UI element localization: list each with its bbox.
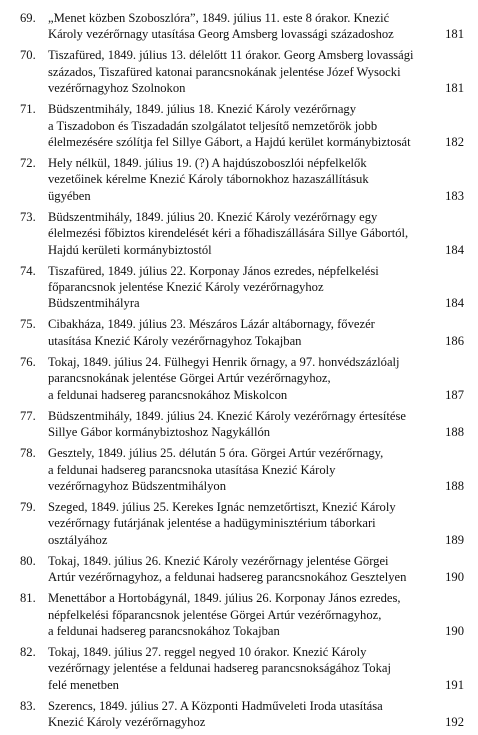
entry-title: [48, 10, 434, 43]
entry-title-line: Károly vezérőrnagy utasítása Georg Amsberg lovassági századoshoz: [48, 27, 394, 42]
entry-page-number: 190: [445, 570, 464, 585]
entry-title-line: parancsnokának jelentése Görgei Artúr vezérőrnagyhoz,: [48, 371, 331, 386]
entry-title-line: Büdszentmihályra: [48, 296, 140, 311]
entry-title-line: vezérőrnagyhoz Büdszentmihályon: [48, 478, 227, 493]
entry-page-number: 184: [445, 296, 464, 311]
entry-title-line: Sillye Gábor kormánybiztoshoz Nagykállón: [48, 425, 271, 440]
toc-entry: [20, 209, 464, 258]
entry-title-line: felé menetben: [48, 677, 119, 692]
entry-title-line: Cibakháza, 1849. július 23. Mészáros Lázár altábornagy, fővezér: [48, 317, 375, 332]
toc-entry: [20, 553, 464, 586]
entry-title-line: Knezić Károly vezérőrnagyhoz: [48, 715, 206, 730]
entry-title-line: Tokaj, 1849. július 26. Knezić Károly vezérőrnagy jelentése Görgei: [48, 553, 389, 568]
entry-title-line: Artúr vezérőrnagyhoz, a feldunai hadsereg parancsnokához Gesztelyen: [48, 570, 407, 585]
entry-title-line: népfelkelési főparancsnok jelentése Görgei Artúr vezérőrnagyhoz,: [48, 607, 382, 622]
entry-number: 75.: [20, 317, 36, 332]
entry-number: 71.: [20, 102, 36, 117]
entry-page-number: 187: [445, 387, 464, 402]
entry-title: [48, 553, 434, 586]
toc-entry: [20, 155, 464, 204]
entry-page-number: 181: [445, 81, 464, 96]
entry-title-line: Gesztely, 1849. július 25. délután 5 óra. Görgei Artúr vezérőrnagy,: [48, 446, 384, 461]
entry-title-line: Büdszentmihály, 1849. július 20. Knezić Károly vezérőrnagy egy: [48, 209, 378, 224]
entry-page-number: 188: [445, 425, 464, 440]
entry-title-line: Hajdú kerületi kormánybiztostól: [48, 242, 212, 257]
entry-title-line: utasítása Knezić Károly vezérőrnagyhoz Tokajban: [48, 333, 302, 348]
entry-page-number: 184: [445, 242, 464, 257]
toc-entry: [20, 10, 464, 43]
entry-number: 82.: [20, 644, 36, 659]
entry-title: [48, 47, 434, 96]
entry-title-line: Szerencs, 1849. július 27. A Központi Hadműveleti Iroda utasítása: [48, 698, 383, 713]
entry-title-line: osztályához: [48, 532, 108, 547]
entry-title-line: ügyében: [48, 188, 91, 203]
entry-title: [48, 316, 434, 349]
entry-page-number: 183: [445, 188, 464, 203]
entry-page-number: 181: [445, 27, 464, 42]
entry-number: 80.: [20, 553, 36, 568]
entry-number: 73.: [20, 209, 36, 224]
entry-title-line: Tiszafüred, 1849. július 22. Korponay János ezredes, népfelkelési: [48, 263, 379, 278]
toc-entry: [20, 47, 464, 96]
entry-title: [48, 263, 434, 312]
toc-entry: [20, 698, 464, 731]
entry-title-line: főparancsnok jelentése Knezić Károly vezérőrnagyhoz: [48, 280, 324, 295]
entry-title-line: Tiszafüred, 1849. július 13. délelőtt 11 órakor. Georg Amsberg lovassági: [48, 48, 414, 63]
entry-page-number: 190: [445, 623, 464, 638]
entry-number: 72.: [20, 156, 36, 171]
entry-page-number: 192: [445, 715, 464, 730]
entry-title: [48, 101, 434, 150]
entry-title-line: százados, Tiszafüred katonai parancsnokának jelentése Józef Wysocki: [48, 64, 401, 79]
entry-title-line: Büdszentmihály, 1849. július 18. Knezić Károly vezérőrnagy: [48, 102, 356, 117]
toc-entry: [20, 408, 464, 441]
entry-title-line: Tokaj, 1849. július 24. Fülhegyi Henrik őrnagy, a 97. honvédszázlóalj: [48, 354, 400, 369]
entry-title-line: Menettábor a Hortobágynál, 1849. július 26. Korponay János ezredes,: [48, 591, 401, 606]
toc-entry-list: [20, 10, 464, 735]
entry-title-line: vezérőrnagy futárjának jelentése a hadügyminisztérium táborkari: [48, 516, 376, 531]
entry-title-line: a feldunai hadsereg parancsnokához Tokajban: [48, 623, 280, 638]
entry-title-line: vezetőinek kérelme Knezić Károly tábornokhoz hazaszállításuk: [48, 172, 369, 187]
entry-title: [48, 445, 434, 494]
entry-title: [48, 499, 434, 548]
entry-title-line: „Menet közben Szoboszlóra”, 1849. július 11. este 8 órakor. Knezić: [48, 11, 390, 25]
entry-title-line: élelmezésére szólítja fel Sillye Gábort, a Hajdú kerület kormánybiztosát: [48, 135, 411, 150]
entry-title: [48, 155, 434, 204]
entry-title-line: a Tiszadobon és Tiszadadán szolgálatot teljesítő nemzetőrök jobb: [48, 118, 378, 133]
entry-title: [48, 590, 434, 639]
entry-number: 81.: [20, 591, 36, 606]
entry-title: [48, 354, 434, 403]
entry-page-number: 182: [445, 135, 464, 150]
toc-entry: [20, 499, 464, 548]
entry-title-line: élelmezési főbiztos kirendelését kéri a főhadiszállására Sillye Gábortól,: [48, 226, 409, 241]
entry-page-number: 186: [445, 333, 464, 348]
entry-title-line: a feldunai hadsereg parancsnokához Miskolcon: [48, 387, 288, 402]
entry-number: 69.: [20, 11, 36, 25]
toc-entry: [20, 101, 464, 150]
toc-entry: [20, 316, 464, 349]
entry-title-line: vezérőrnagyhoz Szolnokon: [48, 81, 186, 96]
entry-page-number: 188: [445, 478, 464, 493]
entry-number: 70.: [20, 48, 36, 63]
entry-number: 77.: [20, 408, 36, 423]
entry-title-line: Büdszentmihály, 1849. július 24. Knezić Károly vezérőrnagy értesítése: [48, 408, 406, 423]
entry-number: 76.: [20, 354, 36, 369]
entry-number: 74.: [20, 263, 36, 278]
entry-title-line: Szeged, 1849. július 25. Kerekes Ignác nemzetőrtiszt, Knezić Károly: [48, 499, 396, 514]
entry-title: [48, 698, 434, 731]
entry-title-line: a feldunai hadsereg parancsnoka utasítása Knezić Károly: [48, 462, 336, 477]
entry-title-line: vezérőrnagy jelentése a feldunai hadsereg parancsnokságához Tokaj: [48, 661, 391, 676]
entry-number: 83.: [20, 698, 36, 713]
toc-entry: [20, 644, 464, 693]
toc-entry: [20, 263, 464, 312]
entry-title: [48, 209, 434, 258]
entry-title: [48, 644, 434, 693]
entry-page-number: 191: [445, 677, 464, 692]
entry-title: [48, 408, 434, 441]
toc-entry: [20, 590, 464, 639]
toc-entry: [20, 445, 464, 494]
entry-number: 78.: [20, 446, 36, 461]
entry-number: 79.: [20, 499, 36, 514]
toc-entry: [20, 354, 464, 403]
entry-title-line: Tokaj, 1849. július 27. reggel negyed 10 órakor. Knezić Károly: [48, 644, 367, 659]
entry-page-number: 189: [445, 532, 464, 547]
entry-title-line: Hely nélkül, 1849. július 19. (?) A hajdúszoboszlói népfelkelők: [48, 156, 367, 171]
